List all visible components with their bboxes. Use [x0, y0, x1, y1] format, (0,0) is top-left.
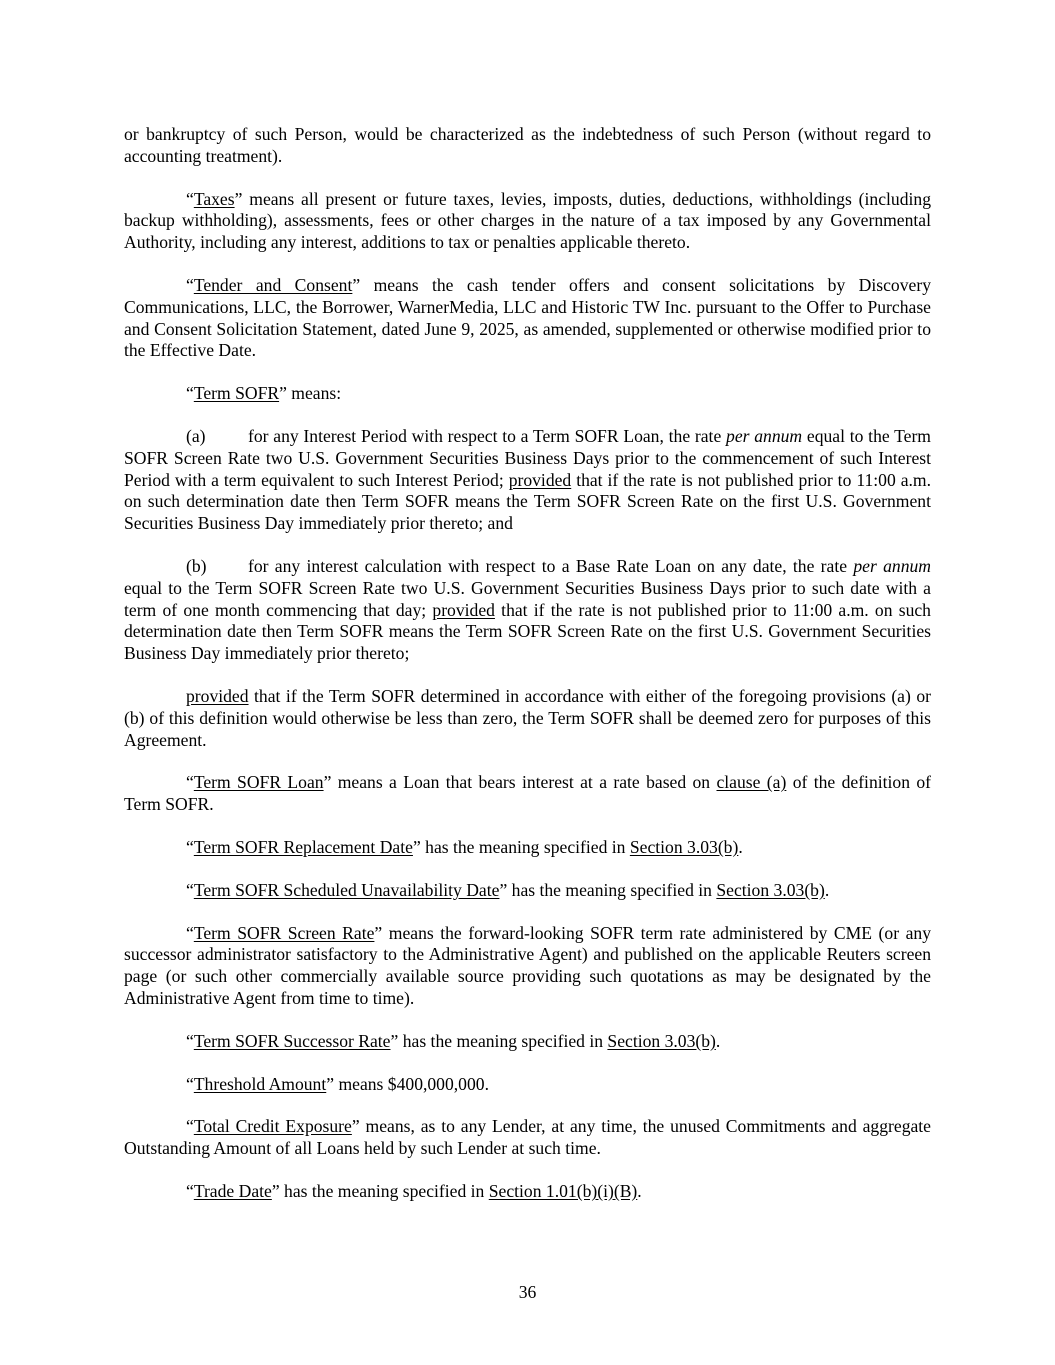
clause-text: that if the rate is not published prior to 11:00 a.m. on such determination date then Term SOFR means the Term SOFR Screen Rate on the first U.S. Government Securities Business Day immediately prior thereto;	[124, 599, 931, 664]
proviso-paragraph	[124, 686, 931, 751]
definition-text: of the definition of Term SOFR.	[124, 772, 932, 815]
definition-text: ” has the meaning specified in	[499, 879, 717, 900]
open-quote: “	[186, 1073, 194, 1094]
definition-term-sofr-scheduled-unavailability-date	[124, 880, 931, 902]
open-quote: “	[186, 383, 194, 404]
definition-term-sofr-screen-rate	[124, 923, 931, 1010]
defined-term: Total Credit Exposure	[193, 1116, 352, 1137]
defined-term: Trade Date	[193, 1180, 272, 1201]
definition-term-sofr-successor-rate	[124, 1031, 931, 1053]
open-quote: “	[186, 772, 194, 793]
open-quote: “	[186, 1030, 194, 1051]
provided-term: provided	[186, 685, 249, 706]
definition-term-sofr	[124, 383, 931, 405]
paragraph-continuation	[124, 124, 931, 168]
defined-term: Term SOFR Replacement Date	[193, 836, 413, 857]
definition-taxes	[124, 189, 931, 254]
definition-text: .	[637, 1180, 642, 1201]
clause-label: (a)	[186, 425, 206, 446]
defined-term: Term SOFR Loan	[193, 772, 324, 793]
definition-text: ” means:	[279, 383, 342, 404]
provided-term: provided	[508, 469, 572, 490]
clause-b	[124, 556, 931, 665]
definition-text: .	[824, 879, 830, 900]
clause-text: for any Interest Period with respect to a Term SOFR Loan, the rate	[248, 425, 727, 446]
italic-text: per annum	[726, 425, 803, 446]
definition-total-credit-exposure	[124, 1116, 931, 1160]
definition-term-sofr-replacement-date	[124, 837, 931, 859]
open-quote: “	[186, 1180, 194, 1201]
definition-trade-date	[124, 1181, 931, 1203]
defined-term: Taxes	[193, 188, 235, 209]
italic-text: per annum	[853, 555, 932, 576]
definition-text: ” has the meaning specified in	[412, 836, 630, 857]
defined-term: Tender and Consent	[193, 274, 353, 295]
definition-text: ” means the cash tender offers and consent solicitations by Discovery Communications, LLC, the Borrower, WarnerMedia, LLC and Historic TW Inc. pursuant to the Offer to Purchase and Consent Solicitation Statement, dated June 9, 2025, as amended, supplemented or otherwise modified prior to the Effective Date.	[124, 274, 931, 361]
definition-threshold-amount	[124, 1074, 931, 1096]
open-quote: “	[186, 879, 194, 900]
page-number: 36	[518, 1282, 537, 1302]
defined-term: Term SOFR	[193, 383, 280, 404]
open-quote: “	[186, 274, 194, 295]
open-quote: “	[186, 836, 194, 857]
cross-reference: Section 3.03(b)	[629, 836, 739, 857]
definition-text: ” means a Loan that bears interest at a rate based on	[323, 772, 717, 793]
definition-text: .	[738, 836, 743, 857]
definition-text: ” means, as to any Lender, at any time, the unused Commitments and aggregate Outstanding Amount of all Loans held by such Lender at such time.	[124, 1116, 931, 1159]
defined-term: Threshold Amount	[193, 1073, 327, 1094]
clause-text: equal to the Term SOFR Screen Rate two U.S. Government Securities Business Days prior to the commencement of such Interest Period with a term equivalent to such Interest Period;	[124, 425, 931, 490]
definition-text: .	[715, 1030, 721, 1051]
defined-term: Term SOFR Scheduled Unavailability Date	[193, 879, 500, 900]
document-body	[124, 124, 931, 1224]
definition-text: ” has the meaning specified in	[390, 1030, 608, 1051]
cross-reference: Section 1.01(b)(i)(B)	[488, 1180, 638, 1201]
defined-term: Term SOFR Screen Rate	[193, 922, 375, 943]
provided-term: provided	[432, 599, 495, 620]
paragraph-text: or bankruptcy of such Person, would be characterized as the indebtedness of such Person (without regard to accounting treatment).	[124, 124, 931, 166]
definition-text: ” has the meaning specified in	[271, 1180, 489, 1201]
clause-a	[124, 426, 931, 535]
definition-text: ” means all present or future taxes, levies, imposts, duties, deductions, withholdings (including backup withholding), assessments, fees or other charges in the nature of a tax imposed by any Governmental Authority, including any interest, additions to tax or penalties applicable thereto.	[124, 188, 931, 253]
cross-reference: Section 3.03(b)	[607, 1030, 716, 1051]
clause-label: (b)	[186, 555, 207, 576]
proviso-text: that if the Term SOFR determined in accordance with either of the foregoing provisions (a) or (b) of this definition would otherwise be less than zero, the Term SOFR shall be deemed zero for purposes of this Agreement.	[124, 685, 931, 750]
open-quote: “	[186, 922, 194, 943]
definition-tender-and-consent	[124, 275, 931, 362]
clause-text: that if the rate is not published prior to 11:00 a.m. on such determination date then Term SOFR means the Term SOFR Screen Rate on the first U.S. Government Securities Business Day immediately prior thereto; and	[124, 469, 931, 534]
definition-text: ” means the forward-looking SOFR term rate administered by CME (or any successor administrator satisfactory to the Administrative Agent) and published on the applicable Reuters screen page (or such other commercially available source providing such quotations as may be designated by the Administrative Agent from time to time).	[124, 922, 932, 1008]
cross-reference: Section 3.03(b)	[716, 879, 825, 900]
clause-text: for any interest calculation with respect to a Base Rate Loan on any date, the rate	[248, 555, 854, 576]
open-quote: “	[186, 188, 194, 209]
open-quote: “	[186, 1116, 194, 1137]
definition-term-sofr-loan	[124, 772, 931, 816]
clause-text: equal to the Term SOFR Screen Rate two U.S. Government Securities Business Days prior to such date with a term of one month commencing that day;	[124, 577, 931, 620]
definition-text: ” means $400,000,000.	[326, 1073, 489, 1094]
defined-term: Term SOFR Successor Rate	[193, 1030, 391, 1051]
cross-reference: clause (a)	[716, 772, 787, 793]
